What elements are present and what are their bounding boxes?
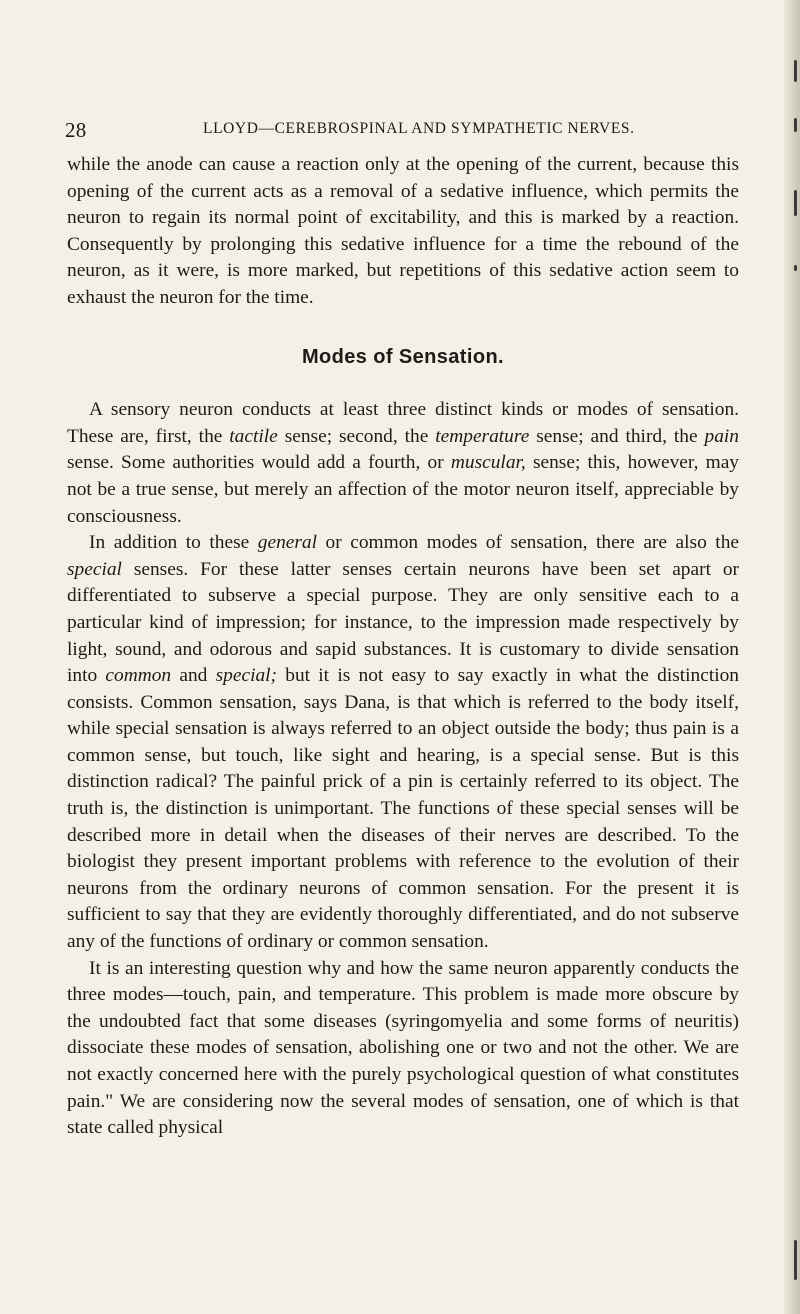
page-edge — [784, 0, 800, 1314]
page-number: 28 — [65, 118, 87, 142]
running-title: LLOYD—CEREBROSPINAL AND SYMPATHETIC NERVES. — [203, 120, 635, 137]
edge-mark — [794, 265, 797, 271]
term-pain: pain — [704, 425, 739, 447]
edge-mark — [794, 1240, 797, 1280]
term-temperature: temperature — [435, 425, 530, 447]
term-special: special — [67, 558, 122, 580]
term-common: common — [105, 665, 172, 687]
edge-mark — [794, 190, 797, 216]
paragraph-continuation: while the anode can cause a reaction only at the opening of the current, because this opening of the current acts as a removal of a sedative influence, which permits the neuron to regain its normal point of excitability, and this is marked by a reaction. Consequently by prolonging this sedative influence for a time the rebound of the neuron, as it were, is more marked, but repetitions of this sedative action seem to exhaust the neuron for the time. — [67, 154, 739, 308]
paragraph-modes: A sensory neuron conducts at least three distinct kinds or modes of sensation. These are, first, the tactile sense; second, the temperature sense; and third, the pain sense. Some authorities would add a fourth, or muscular, sense; this, however, may not be a true sense, but merely an affection of the motor neuron itself, appreciable by consciousness. — [67, 399, 740, 527]
edge-mark — [794, 118, 797, 132]
term-tactile: tactile — [229, 425, 278, 447]
term-muscular: muscular, — [450, 452, 526, 474]
page-body — [67, 152, 739, 1142]
paragraph-three-modes: It is an interesting question why and how the same neuron apparently conducts the three modes—touch, pain, and temperature. This problem is made more obscure by the undoubted fact that some diseases (syringomyelia and some forms of neuritis) dissociate these modes of sensation, abolishing one or two and not the other. We are not exactly concerned here with the purely psychological question of what constitutes pain." We are considering now the several modes of sensation, one of which is that state called physical — [67, 957, 739, 1139]
term-general: general — [257, 532, 318, 554]
term-special-2: special; — [215, 665, 278, 687]
edge-mark — [794, 60, 797, 82]
paragraph-special-senses: In addition to these general or common modes of sensation, there are also the special senses. For these latter senses certain neurons have been set apart or differentiated to subserve a special purpose. They are only sensitive each to a particular kind of impression; for instance, to the impression made respectively by light, sound, and odorous and sapid substances. It is customary to divide sensation into common and special; but it is not easy to say exactly in what the distinction consists. Common sensation, says Dana, is that which is referred to the body itself, while special sensation is always referred to an object outside the body; thus pain is a common sense, but touch, like sight and hearing, is a special sense. But is this distinction radical? The painful prick of a pin is certainly referred to its object. The truth is, the distinction is unimportant. The functions of these special senses will be described more in detail when the diseases of their nerves are described. To the biologist they present important problems with reference to the evolution of their neurons from the ordinary neurons of common sensation. For the present it is sufficient to say that they are evidently thoroughly differentiated, and do not subserve any of the functions of ordinary or common sensation. — [67, 532, 739, 953]
section-heading: Modes of Sensation. — [301, 345, 505, 368]
